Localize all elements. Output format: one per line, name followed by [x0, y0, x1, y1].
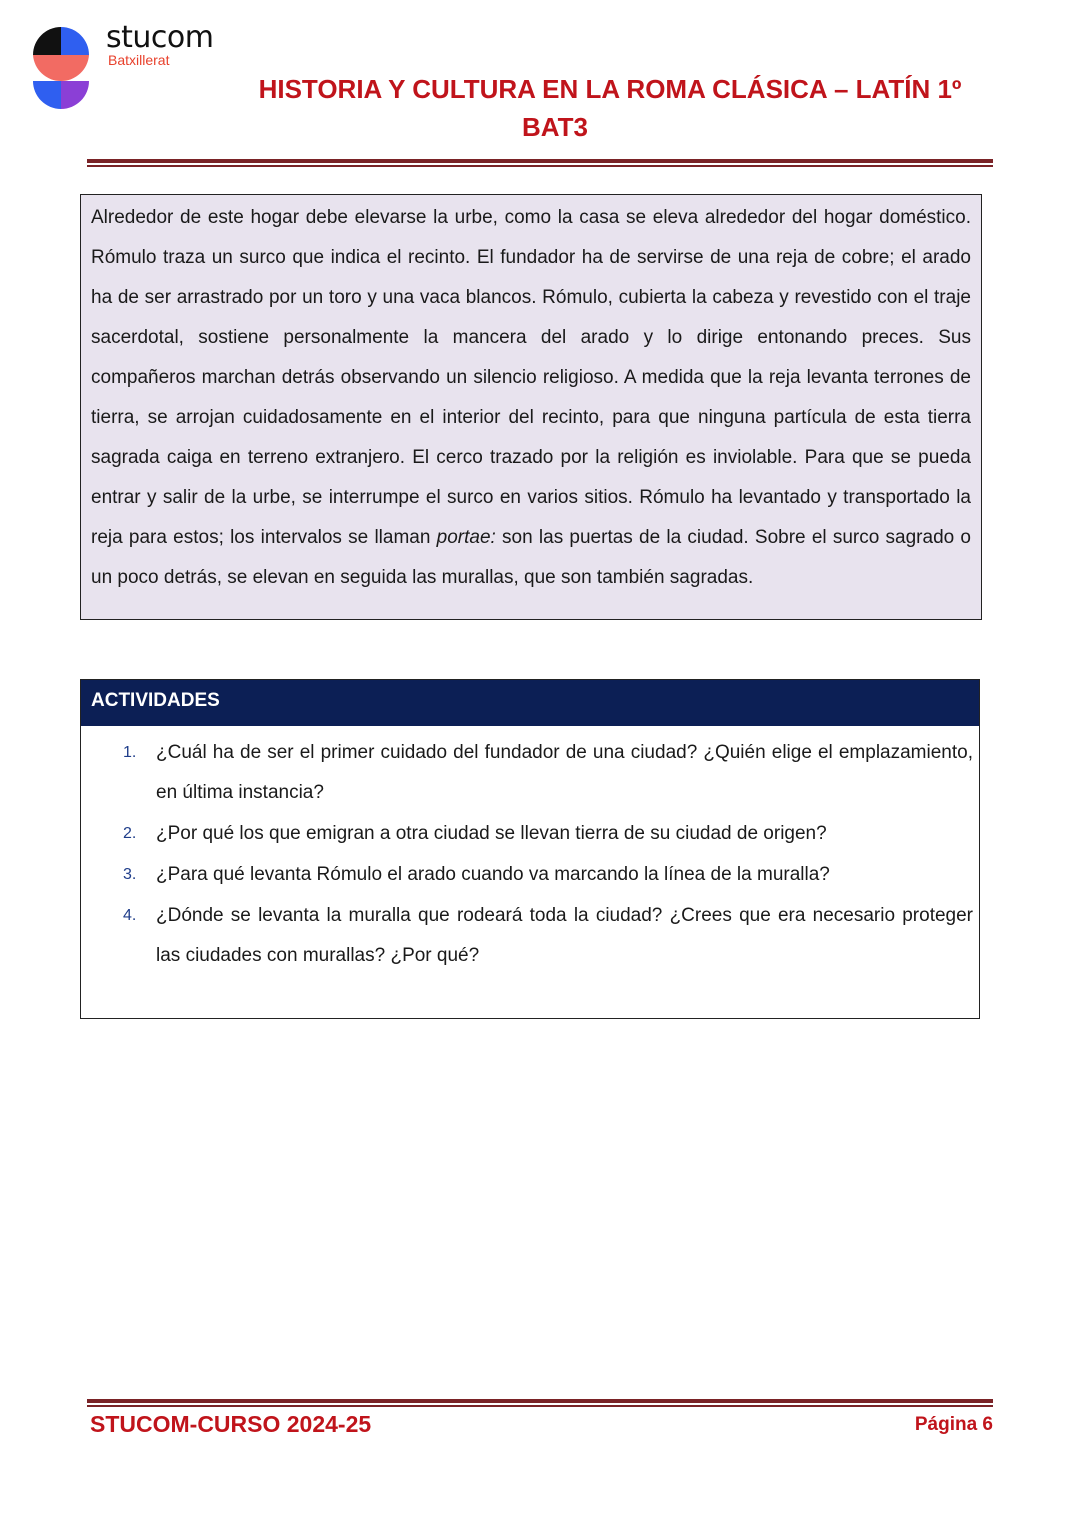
activity-number: 1. — [123, 744, 137, 761]
stucom-logo-icon — [33, 27, 89, 109]
activity-number: 4. — [123, 907, 137, 924]
footer-page-number: Página 6 — [914, 1414, 993, 1435]
activity-text: ¿Por qué los que emigran a otra ciudad se llevan tierra de su ciudad de origen? — [156, 823, 827, 844]
document-title-line-2: BAT3 — [522, 112, 588, 142]
activity-number: 3. — [123, 866, 137, 883]
document-title-line-1: HISTORIA Y CULTURA EN LA ROMA CLÁSICA – LATÍN 1º — [258, 74, 962, 104]
passage-italic-term: portae: — [436, 527, 496, 548]
passage-text-part-1: Alrededor de este hogar debe elevarse la urbe, como la casa se eleva alrededor del hogar doméstico. Rómulo traza un surco que indica el recinto. El fundador ha de servirse de una reja de cobre; el arado ha de ser arrastrado por un toro y una vaca blancos. Rómulo, cubierta la cabeza y revestido con el traje sacerdotal, sostiene personalmente la mancera del arado y lo dirige entonando preces. Sus compañeros marchan detrás observando un silencio religioso. A medida que la reja levanta terrones de tierra, se arrojan cuidadosamente en el interior del recinto, para que ninguna partícula de esta tierra sagrada caiga en terreno extranjero. El cerco trazado por la religión es inviolable. Para que se pueda entrar y salir de la urbe, se interrumpe el surco en varios sitios. Rómulo ha levantado y transportado la reja para estos; los intervalos se llaman — [91, 207, 971, 548]
activities-box — [80, 679, 980, 1019]
activities-list — [81, 726, 979, 976]
header-divider-thick — [87, 159, 993, 163]
brand-name: stucom — [106, 20, 214, 55]
reading-passage-text — [91, 195, 971, 598]
activity-item — [81, 896, 973, 976]
passage-text-part-2: son las puertas de la ciudad. Sobre el surco sagrado o un poco detrás, se elevan en seguida las murallas, que son también sagradas. — [91, 527, 972, 588]
brand-subtitle: Batxillerat — [108, 52, 170, 68]
activity-text: ¿Para qué levanta Rómulo el arado cuando va marcando la línea de la muralla? — [156, 864, 830, 885]
footer-divider-thin — [87, 1405, 993, 1407]
footer-divider-thick — [87, 1399, 993, 1403]
activity-text: ¿Dónde se levanta la muralla que rodeará toda la ciudad? ¿Crees que era necesario proteger las ciudades con murallas? ¿Por qué? — [156, 905, 973, 966]
activity-item — [81, 855, 973, 895]
activities-heading: ACTIVIDADES — [81, 680, 979, 726]
activity-item — [81, 814, 973, 854]
reading-passage-box — [80, 194, 982, 620]
activity-number: 2. — [123, 825, 137, 842]
activity-item — [81, 733, 973, 813]
document-title — [230, 70, 980, 146]
footer-course: STUCOM-CURSO 2024-25 — [90, 1411, 372, 1437]
header-divider-thin — [87, 165, 993, 167]
activity-text: ¿Cuál ha de ser el primer cuidado del fundador de una ciudad? ¿Quién elige el emplazamiento, en última instancia? — [156, 742, 973, 803]
